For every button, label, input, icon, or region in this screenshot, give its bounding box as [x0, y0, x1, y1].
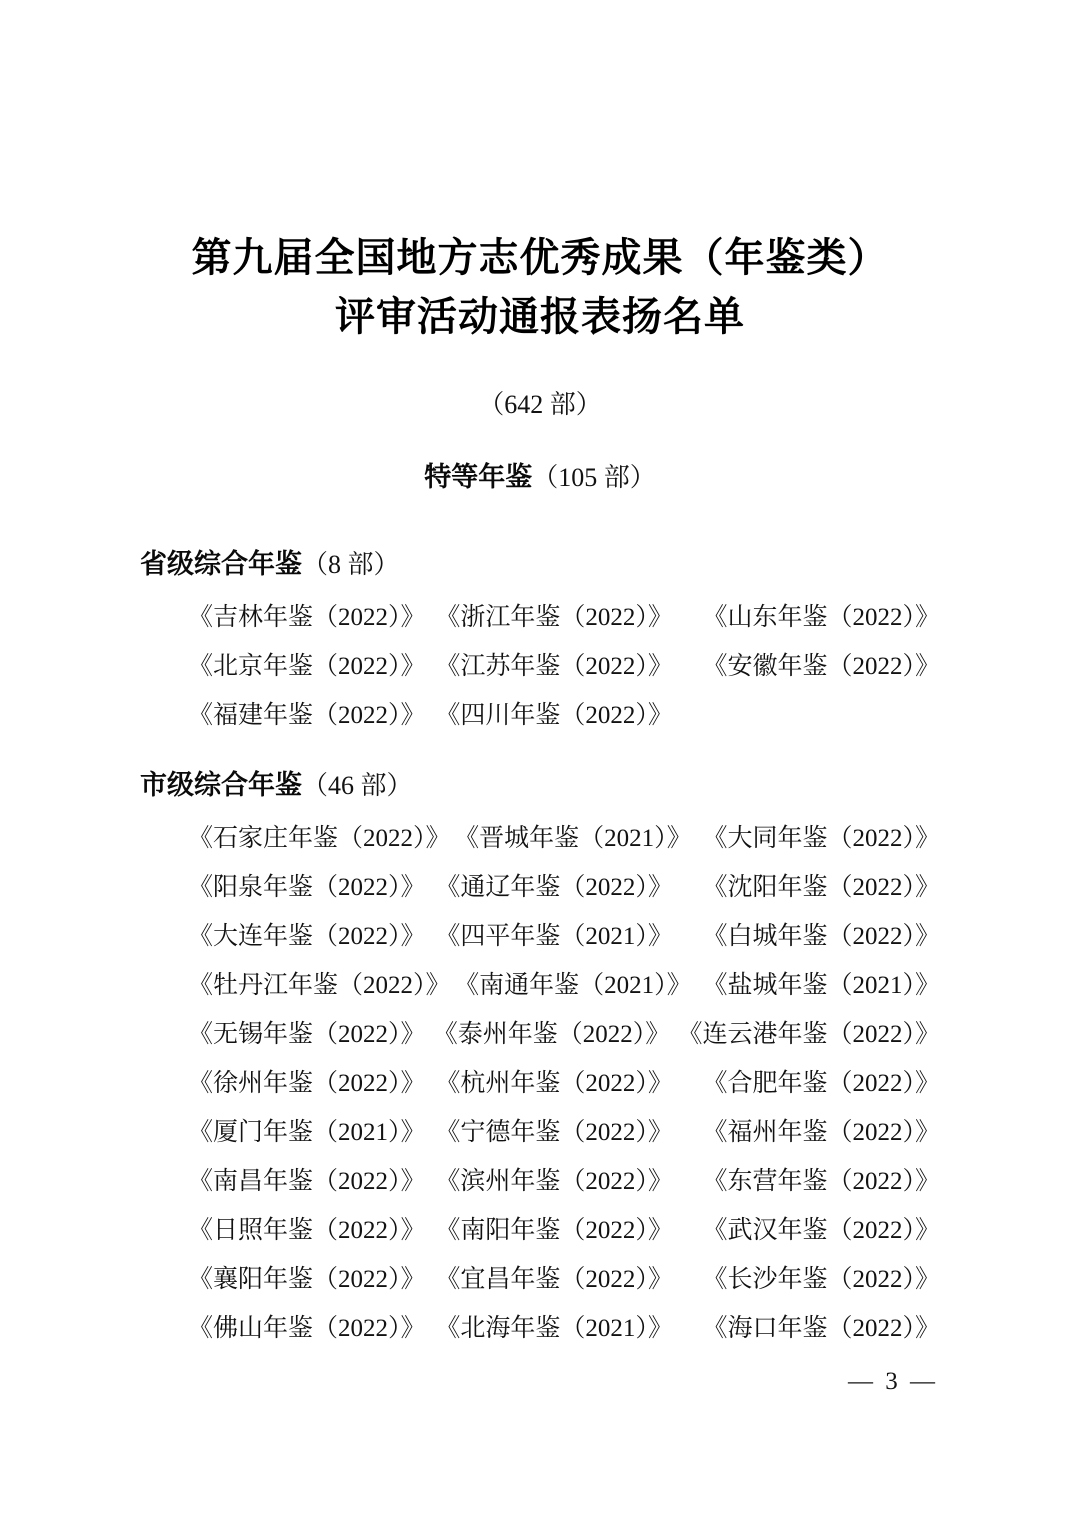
entries-row: [140, 1007, 940, 1056]
yearbook-entry: 《襄阳年鉴（2022）》: [188, 1265, 426, 1293]
page-number: — 3 —: [848, 1368, 938, 1395]
yearbook-entry: 《大同年鉴（2022）》: [702, 824, 940, 852]
section-heading-count: （46 部）: [302, 771, 413, 800]
yearbook-entry: 《江苏年鉴（2022）》: [435, 652, 673, 680]
entries-row: [140, 1301, 940, 1350]
yearbook-entry: 《合肥年鉴（2022）》: [702, 1069, 940, 1097]
yearbook-entry: 《四平年鉴（2021）》: [435, 922, 673, 950]
entries-row: [140, 590, 940, 639]
yearbook-entry: 《四川年鉴（2022）》: [435, 701, 673, 729]
section-0: [140, 549, 940, 737]
entries-row: [140, 688, 940, 737]
yearbook-entry: 《南昌年鉴（2022）》: [188, 1167, 426, 1195]
yearbook-entry: 《沈阳年鉴（2022）》: [702, 873, 940, 901]
yearbook-entry: 《长沙年鉴（2022）》: [702, 1265, 940, 1293]
yearbook-entry: 《厦门年鉴（2021）》: [188, 1118, 426, 1146]
yearbook-entry: 《武汉年鉴（2022）》: [702, 1216, 940, 1244]
yearbook-entry: 《宜昌年鉴（2022）》: [435, 1265, 673, 1293]
yearbook-entry: 《北京年鉴（2022）》: [188, 652, 426, 680]
yearbook-entry: 《连云港年鉴（2022）》: [677, 1020, 940, 1048]
yearbook-entry: 《海口年鉴（2022）》: [702, 1314, 940, 1342]
entries-row: [140, 639, 940, 688]
yearbook-entry: 《泰州年鉴（2022）》: [432, 1020, 671, 1048]
yearbook-entry: 《福建年鉴（2022）》: [188, 701, 426, 729]
yearbook-entry: 《北海年鉴（2021）》: [435, 1314, 673, 1342]
yearbook-entry: 《徐州年鉴（2022）》: [188, 1069, 426, 1097]
entries-row: [140, 1252, 940, 1301]
yearbook-entry: 《白城年鉴（2022）》: [702, 922, 940, 950]
yearbook-entry: 《安徽年鉴（2022）》: [702, 652, 940, 680]
yearbook-entry: 《牡丹江年鉴（2022）》: [188, 971, 451, 999]
yearbook-entry: 《福州年鉴（2022）》: [702, 1118, 940, 1146]
yearbook-entry: 《宁德年鉴（2022）》: [435, 1118, 673, 1146]
category-count: （105 部）: [532, 463, 656, 492]
section-heading: [140, 770, 940, 801]
yearbook-entry: 《佛山年鉴（2022）》: [188, 1314, 426, 1342]
yearbook-entry: 《东营年鉴（2022）》: [702, 1167, 940, 1195]
yearbook-entry: 《南通年鉴（2021）》: [454, 971, 692, 999]
category-heading: [140, 462, 940, 493]
yearbook-entry: 《无锡年鉴（2022）》: [188, 1020, 426, 1048]
entries-row: [140, 958, 940, 1007]
total-count: （642 部）: [478, 390, 602, 419]
yearbook-entry: 《吉林年鉴（2022）》: [188, 603, 426, 631]
entries-row: [140, 860, 940, 909]
yearbook-entry: 《南阳年鉴（2022）》: [435, 1216, 673, 1244]
yearbook-entry: 《浙江年鉴（2022）》: [435, 603, 673, 631]
yearbook-entry: 《杭州年鉴（2022）》: [435, 1069, 673, 1097]
yearbook-entry: 《滨州年鉴（2022）》: [435, 1167, 673, 1195]
yearbook-entry: 《盐城年鉴（2021）》: [702, 971, 940, 999]
sections-container: [140, 549, 940, 1350]
yearbook-entry: 《山东年鉴（2022）》: [702, 603, 940, 631]
entries-row: [140, 909, 940, 958]
entries-row: [140, 1154, 940, 1203]
yearbook-entry: 《晋城年鉴（2021）》: [454, 824, 692, 852]
entries-row: [140, 1105, 940, 1154]
title-line-1: 第九届全国地方志优秀成果（年鉴类）: [191, 235, 889, 280]
document-title: [140, 228, 940, 346]
title-line-2: 评审活动通报表扬名单: [335, 294, 745, 339]
section-heading-name: 省级综合年鉴: [140, 549, 302, 579]
section-1: [140, 770, 940, 1350]
category-name: 特等年鉴: [424, 462, 533, 492]
yearbook-entry: 《日照年鉴（2022）》: [188, 1216, 426, 1244]
yearbook-entry: 《石家庄年鉴（2022）》: [188, 824, 451, 852]
section-heading: [140, 549, 940, 580]
entries-row: [140, 1203, 940, 1252]
yearbook-entry: 《大连年鉴（2022）》: [188, 922, 426, 950]
entries-row: [140, 811, 940, 860]
entries-row: [140, 1056, 940, 1105]
yearbook-entry: 《阳泉年鉴（2022）》: [188, 873, 426, 901]
section-heading-count: （8 部）: [302, 550, 400, 579]
section-heading-name: 市级综合年鉴: [140, 770, 302, 800]
yearbook-entry: 《通辽年鉴（2022）》: [435, 873, 673, 901]
